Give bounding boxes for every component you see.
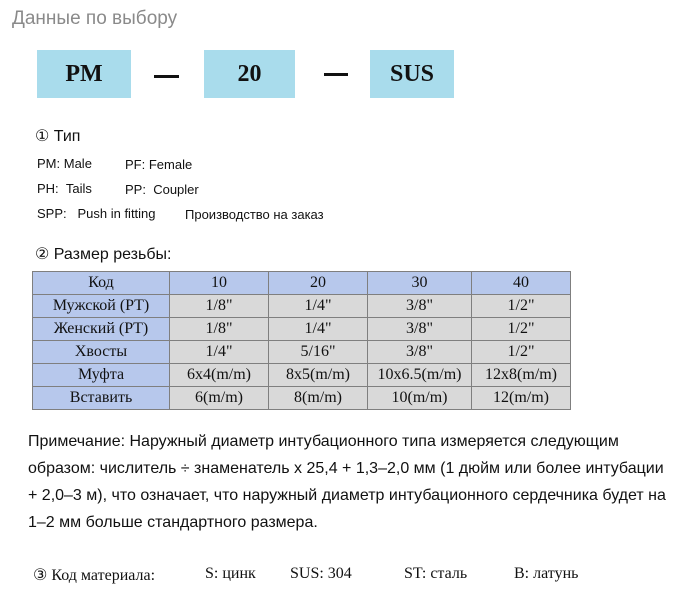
code-box-material: SUS xyxy=(370,50,454,98)
table-cell: 3/8" xyxy=(368,341,472,364)
table-cell: 1/4" xyxy=(269,318,368,341)
table-cell: 5/16" xyxy=(269,341,368,364)
code-separator xyxy=(324,73,348,76)
column-header: 30 xyxy=(368,272,472,295)
table-cell: 3/8" xyxy=(368,318,472,341)
table-row xyxy=(33,295,571,318)
table-cell: 3/8" xyxy=(368,295,472,318)
row-label: Вставить xyxy=(33,387,170,410)
column-header: 20 xyxy=(269,272,368,295)
table-cell: 1/2" xyxy=(472,341,571,364)
type-item: PP: Coupler xyxy=(125,182,199,197)
table-cell: 8(m/m) xyxy=(269,387,368,410)
table-cell: 10(m/m) xyxy=(368,387,472,410)
type-heading: ① Тип xyxy=(35,128,81,145)
code-box-type: PM xyxy=(37,50,131,98)
row-label: Хвосты xyxy=(33,341,170,364)
type-item: PH: Tails xyxy=(37,181,92,196)
table-cell: 1/2" xyxy=(472,295,571,318)
table-cell: 1/8" xyxy=(170,318,269,341)
type-item: PF: Female xyxy=(125,157,193,172)
table-cell: 1/8" xyxy=(170,295,269,318)
material-item: ST: сталь xyxy=(404,565,468,582)
column-header: 10 xyxy=(170,272,269,295)
table-row xyxy=(33,387,571,410)
page-title: Данные по выбору xyxy=(12,8,178,29)
table-cell: 1/4" xyxy=(269,295,368,318)
type-item: PM: Male xyxy=(37,156,92,171)
type-item: SPP: Push in fitting xyxy=(37,206,156,221)
column-header: Код xyxy=(33,272,170,295)
row-label: Женский (PT) xyxy=(33,318,170,341)
material-item: S: цинк xyxy=(205,565,256,582)
row-label: Муфта xyxy=(33,364,170,387)
thread-size-table xyxy=(32,271,571,410)
code-box-size: 20 xyxy=(204,50,295,98)
material-item: B: латунь xyxy=(514,565,579,582)
table-cell: 6(m/m) xyxy=(170,387,269,410)
table-cell: 12(m/m) xyxy=(472,387,571,410)
table-cell: 6x4(m/m) xyxy=(170,364,269,387)
table-row xyxy=(33,364,571,387)
table-row xyxy=(33,318,571,341)
table-row xyxy=(33,341,571,364)
table-cell: 10x6.5(m/m) xyxy=(368,364,472,387)
table-cell: 1/2" xyxy=(472,318,571,341)
table-cell: 8x5(m/m) xyxy=(269,364,368,387)
order-note: Производство на заказ xyxy=(185,207,324,222)
row-label: Мужской (PT) xyxy=(33,295,170,318)
code-separator xyxy=(154,75,179,78)
material-item: SUS: 304 xyxy=(290,565,352,582)
material-heading: ③ Код материала: xyxy=(33,567,156,584)
column-header: 40 xyxy=(472,272,571,295)
table-header-row xyxy=(33,272,571,295)
table-cell: 12x8(m/m) xyxy=(472,364,571,387)
note-paragraph: Примечание: Наружный диаметр интубационного типа измеряется следующим образом: числитель ÷ знаменатель x 25,4 + 1,3–2,0 мм (1 дюйм или более интубации + 2,0–3 м), что означает, что наружный диаметр интубационного сердечника будет на 1–2 мм больше стандартного размера. xyxy=(28,433,666,531)
table-cell: 1/4" xyxy=(170,341,269,364)
thread-heading: ② Размер резьбы: xyxy=(35,246,172,263)
